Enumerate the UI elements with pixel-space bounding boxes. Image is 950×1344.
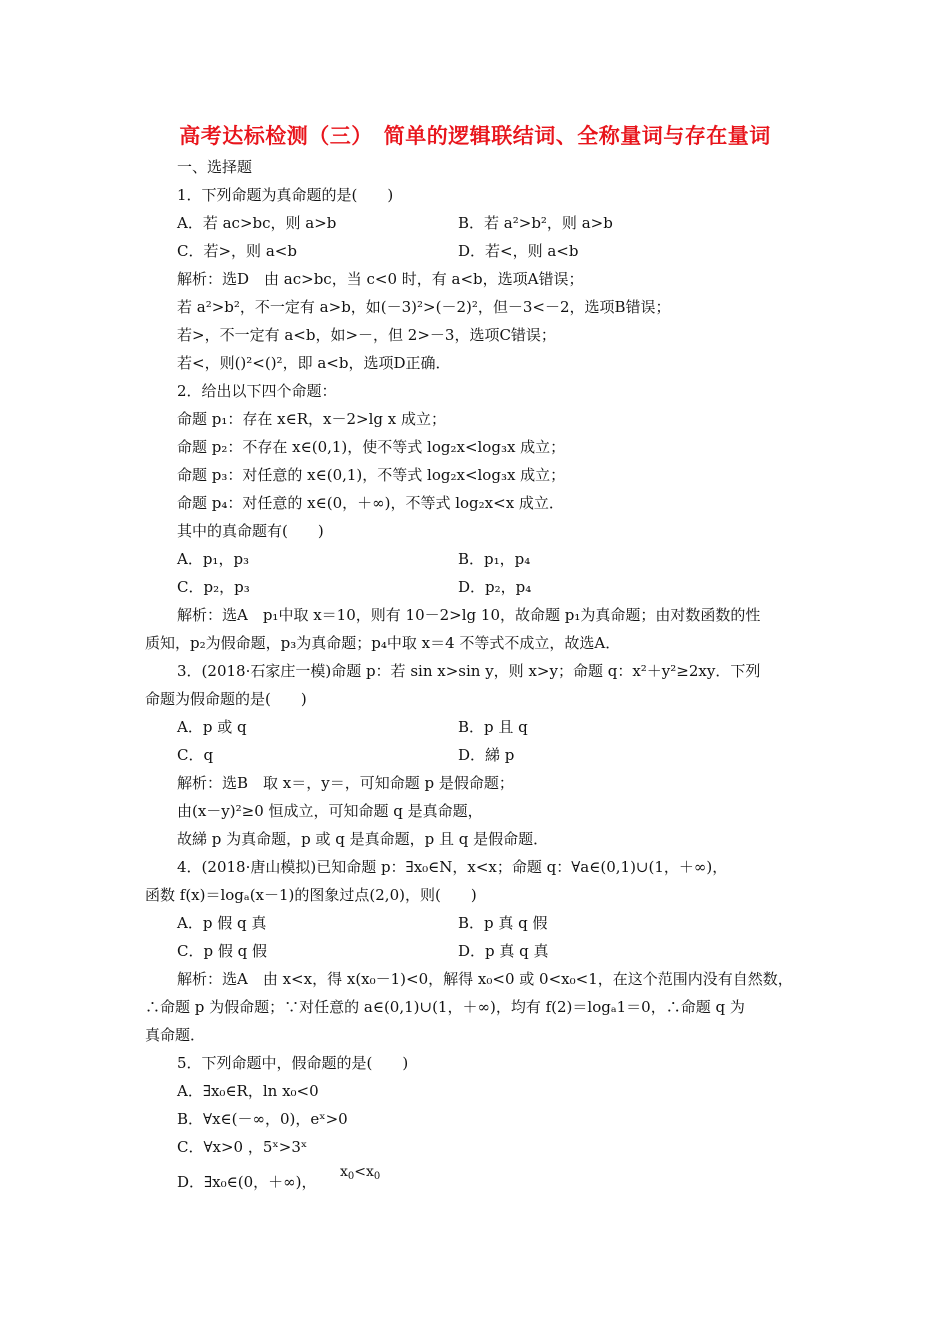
text-line: 若<，则()²<()²，即 a<b，选项D正确．: [177, 354, 451, 372]
text-line: B．若 a²>b²，则 a>b: [458, 214, 613, 232]
text-line: B．∀x∈(－∞，0)，eˣ>0: [177, 1110, 348, 1128]
expr-right-var: x: [366, 1164, 374, 1180]
expr-left-sub: 0: [347, 1171, 355, 1182]
text-line: 解析：选B 取 x＝，y＝，可知命题 p 是假命题；: [177, 774, 514, 792]
text-line: 真命题．: [145, 1026, 206, 1044]
text-line: A．p 假 q 真: [177, 914, 267, 932]
option-d-expression: [340, 1162, 380, 1187]
text-line: 若>，不一定有 a<b，如>－，但 2>－3，选项C错误；: [177, 326, 556, 344]
text-line: 4．(2018·唐山模拟)已知命题 p：∃x₀∈N，x<x；命题 q：∀a∈(0,1)∪(1，＋∞)，: [177, 858, 728, 876]
text-line: B．p₁，p₄: [458, 550, 531, 568]
text-line: 解析：选A 由 x<x，得 x(x₀－1)<0，解得 x₀<0 或 0<x₀<1，在这个范围内没有自然数，: [177, 970, 793, 988]
page-title: 高考达标检测（三） 简单的逻辑联结词、全称量词与存在量词: [179, 124, 771, 148]
text-line: 质知，p₂为假命题，p₃为真命题；p₄中取 x＝4 不等式不成立，故选A．: [145, 634, 621, 652]
text-line: B．p 且 q: [458, 718, 528, 736]
text-line: 由(x－y)²≥0 恒成立，可知命题 q 是真命题，: [177, 802, 483, 820]
text-line: 3．(2018·石家庄一模)命题 p：若 sin x>sin y，则 x>y；命题 q：x²＋y²≥2xy．下列: [177, 662, 761, 680]
text-line: 解析：选D 由 ac>bc，当 c<0 时，有 a<b，选项A错误；: [177, 270, 584, 288]
expr-left-var: x: [340, 1164, 348, 1180]
text-line: A．p₁，p₃: [177, 550, 250, 568]
text-line: B．p 真 q 假: [458, 914, 548, 932]
text-line: A．p 或 q: [177, 718, 247, 736]
text-line: 若 a²>b²，不一定有 a>b，如(－3)²>(－2)²，但－3<－2，选项B错误；: [177, 298, 671, 316]
text-line: 命题 p₃：对任意的 x∈(0,1)，不等式 log₂x<log₃x 成立；: [177, 466, 566, 484]
text-line: D．p 真 q 真: [458, 942, 549, 960]
text-line: D．綈 p: [458, 746, 515, 764]
text-line: D．∃x₀∈(0，＋∞)，: [177, 1173, 317, 1191]
text-line: 命题 p₂：不存在 x∈(0,1)，使不等式 log₂x<log₃x 成立；: [177, 438, 566, 456]
text-line: ∴命题 p 为假命题；∵对任意的 a∈(0,1)∪(1，＋∞)，均有 f(2)＝logₐ1＝0，∴命题 q 为: [145, 998, 745, 1016]
text-line: C．∀x>0 ，5ˣ>3ˣ: [177, 1138, 308, 1156]
text-line: 解析：选A p₁中取 x＝10，则有 10－2>lg 10，故命题 p₁为真命题；由对数函数的性: [177, 606, 761, 624]
text-line: 故綈 p 为真命题，p 或 q 是真命题，p 且 q 是假命题．: [177, 830, 549, 848]
expr-right-sub: 0: [373, 1171, 381, 1182]
text-line: 命题为假命题的是( ): [145, 690, 307, 708]
text-line: C．q: [177, 746, 214, 764]
text-line: 命题 p₄：对任意的 x∈(0，＋∞)，不等式 log₂x<x 成立．: [177, 494, 564, 512]
text-line: A．∃x₀∈R，ln x₀<0: [177, 1082, 319, 1100]
text-line: 一、选择题: [177, 158, 253, 176]
text-line: C．p 假 q 假: [177, 942, 267, 960]
text-line: 命题 p₁：存在 x∈R，x－2>lg x 成立；: [177, 410, 446, 428]
text-line: 其中的真命题有( ): [177, 522, 324, 540]
expr-op: <: [354, 1164, 367, 1180]
text-line: D．若<，则 a<b: [458, 242, 579, 260]
text-line: 1．下列命题为真命题的是( ): [177, 186, 394, 204]
text-line: A．若 ac>bc，则 a>b: [177, 214, 337, 232]
text-line: D．p₂，p₄: [458, 578, 532, 596]
text-line: 2．给出以下四个命题：: [177, 382, 337, 400]
text-line: 函数 f(x)＝logₐ(x－1)的图象过点(2,0)，则( ): [145, 886, 477, 904]
text-line: C．p₂，p₃: [177, 578, 250, 596]
text-line: 5．下列命题中，假命题的是( ): [177, 1054, 409, 1072]
text-line: C．若>，则 a<b: [177, 242, 297, 260]
